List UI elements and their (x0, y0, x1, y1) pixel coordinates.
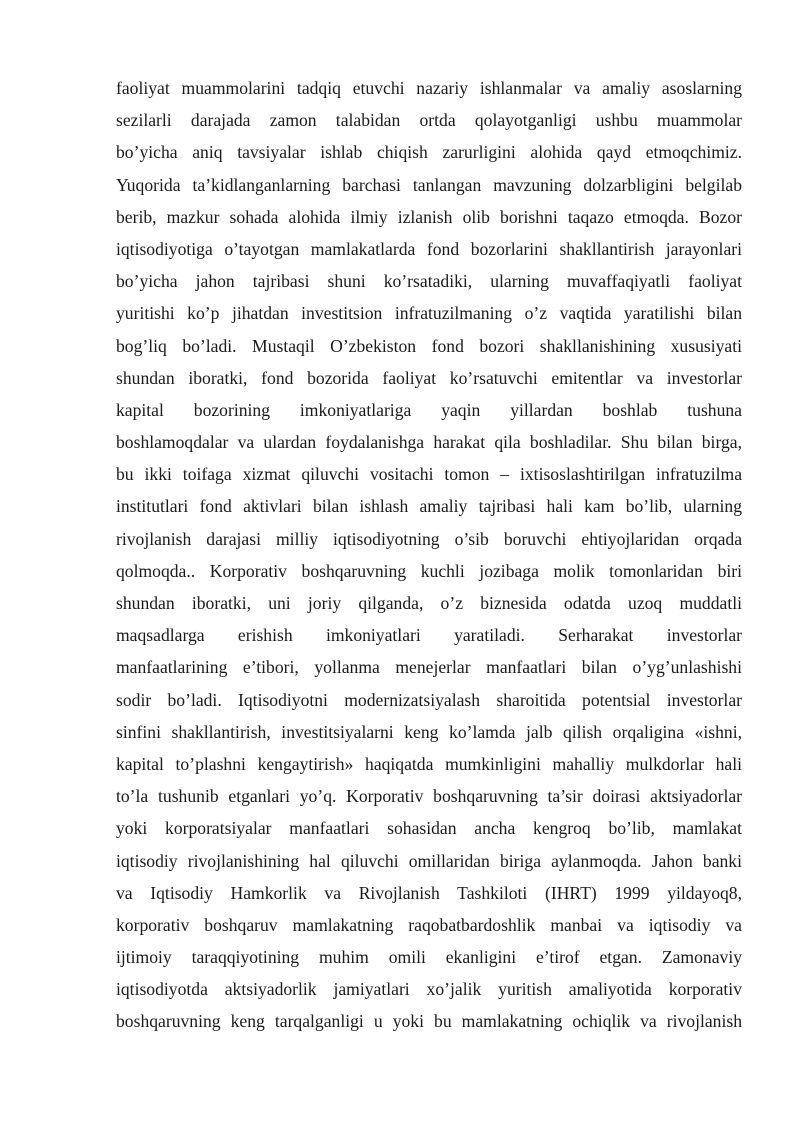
text-line: korporativ boshqaruv mamlakatning raqobatbardoshlik manbai va iqtisodiy va (116, 914, 742, 935)
text-line: manfaatlarining e’tibori, yollanma menejerlar manfaatlari bilan o’yg’unlashishi (116, 657, 742, 678)
text-line: Yuqorida ta’kidlanganlarning barchasi tanlangan mavzuning dolzarbligini belgilab (116, 174, 742, 195)
text-line: maqsadlarga erishish imkoniyatlari yaratiladi. Serharakat investorlar (116, 625, 742, 646)
text-line: iqtisodiyotiga o’tayotgan mamlakatlarda fond bozorlarini shakllantirish jarayonlari (116, 238, 742, 259)
text-line: ijtimoiy taraqqiyotining muhim omili ekanligini e’tirof etgan. Zamonaviy (116, 947, 742, 968)
text-line: boshlamoqdalar va ulardan foydalanishga harakat qila boshladilar. Shu bilan birga, (116, 432, 742, 453)
body-paragraph (116, 72, 742, 1038)
text-line: shundan iboratki, fond bozorida faoliyat ko’rsatuvchi emitentlar va investorlar (116, 367, 742, 388)
text-line: boshqaruvning keng tarqalganligi u yoki bu mamlakatning ochiqlik va rivojlanish (116, 1011, 742, 1032)
text-line: bu ikki toifaga xizmat qiluvchi vositachi tomon – ixtisoslashtirilgan infratuzilma (116, 464, 742, 485)
text-line: bog’liq bo’ladi. Mustaqil O’zbekiston fond bozori shakllanishining xususiyati (116, 335, 742, 356)
text-line: sodir bo’ladi. Iqtisodiyotni modernizatsiyalash sharoitida potentsial investorlar (116, 689, 742, 710)
text-line: shundan iboratki, uni joriy qilganda, o’z biznesida odatda uzoq muddatli (116, 593, 742, 613)
text-line: bo’yicha jahon tajribasi shuni ko’rsatadiki, ularning muvaffaqiyatli faoliyat (116, 271, 742, 292)
text-line: kapital bozorining imkoniyatlariga yaqin yillardan boshlab tushuna (116, 399, 742, 420)
text-line: sinfini shakllantirish, investitsiyalarni keng ko’lamda jalb qilish orqaligina «ishni, (116, 721, 742, 742)
text-line: bo’yicha aniq tavsiyalar ishlab chiqish zarurligini alohida qayd etmoqchimiz. (116, 142, 742, 163)
text-line: institutlari fond aktivlari bilan ishlash amaliy tajribasi hali kam bo’lib, ularning (116, 496, 742, 517)
text-line: berib, mazkur sohada alohida ilmiy izlanish olib borishni taqazo etmoqda. Bozor (116, 206, 742, 227)
text-line: sezilarli darajada zamon talabidan ortda qolayotganligi ushbu muammolar (116, 110, 742, 131)
text-line: to’la tushunib etganlari yo’q. Korporativ boshqaruvning ta’sir doirasi aktsiyadorlar (116, 786, 742, 807)
text-line: qolmoqda.. Korporativ boshqaruvning kuchli jozibaga molik tomonlaridan biri (116, 560, 742, 581)
text-line: iqtisodiy rivojlanishining hal qiluvchi omillaridan biriga aylanmoqda. Jahon banki (116, 850, 742, 871)
text-line: va Iqtisodiy Hamkorlik va Rivojlanish Tashkiloti (IHRT) 1999 yildayoq8, (116, 882, 742, 903)
text-line: yoki korporatsiyalar manfaatlari sohasidan ancha kengroq bo’lib, mamlakat (116, 818, 742, 839)
text-line: kapital to’plashni kengaytirish» haqiqatda mumkinligini mahalliy mulkdorlar hali (116, 753, 742, 774)
text-line: yuritishi ko’p jihatdan investitsion infratuzilmaning o’z vaqtida yaratilishi bilan (116, 303, 742, 324)
text-line: iqtisodiyotda aktsiyadorlik jamiyatlari xo’jalik yuritish amaliyotida korporativ (116, 979, 742, 1000)
text-line: rivojlanish darajasi milliy iqtisodiyotning o’sib boruvchi ehtiyojlaridan orqada (116, 528, 742, 549)
text-line: faoliyat muammolarini tadqiq etuvchi nazariy ishlanmalar va amaliy asoslarning (116, 78, 742, 98)
